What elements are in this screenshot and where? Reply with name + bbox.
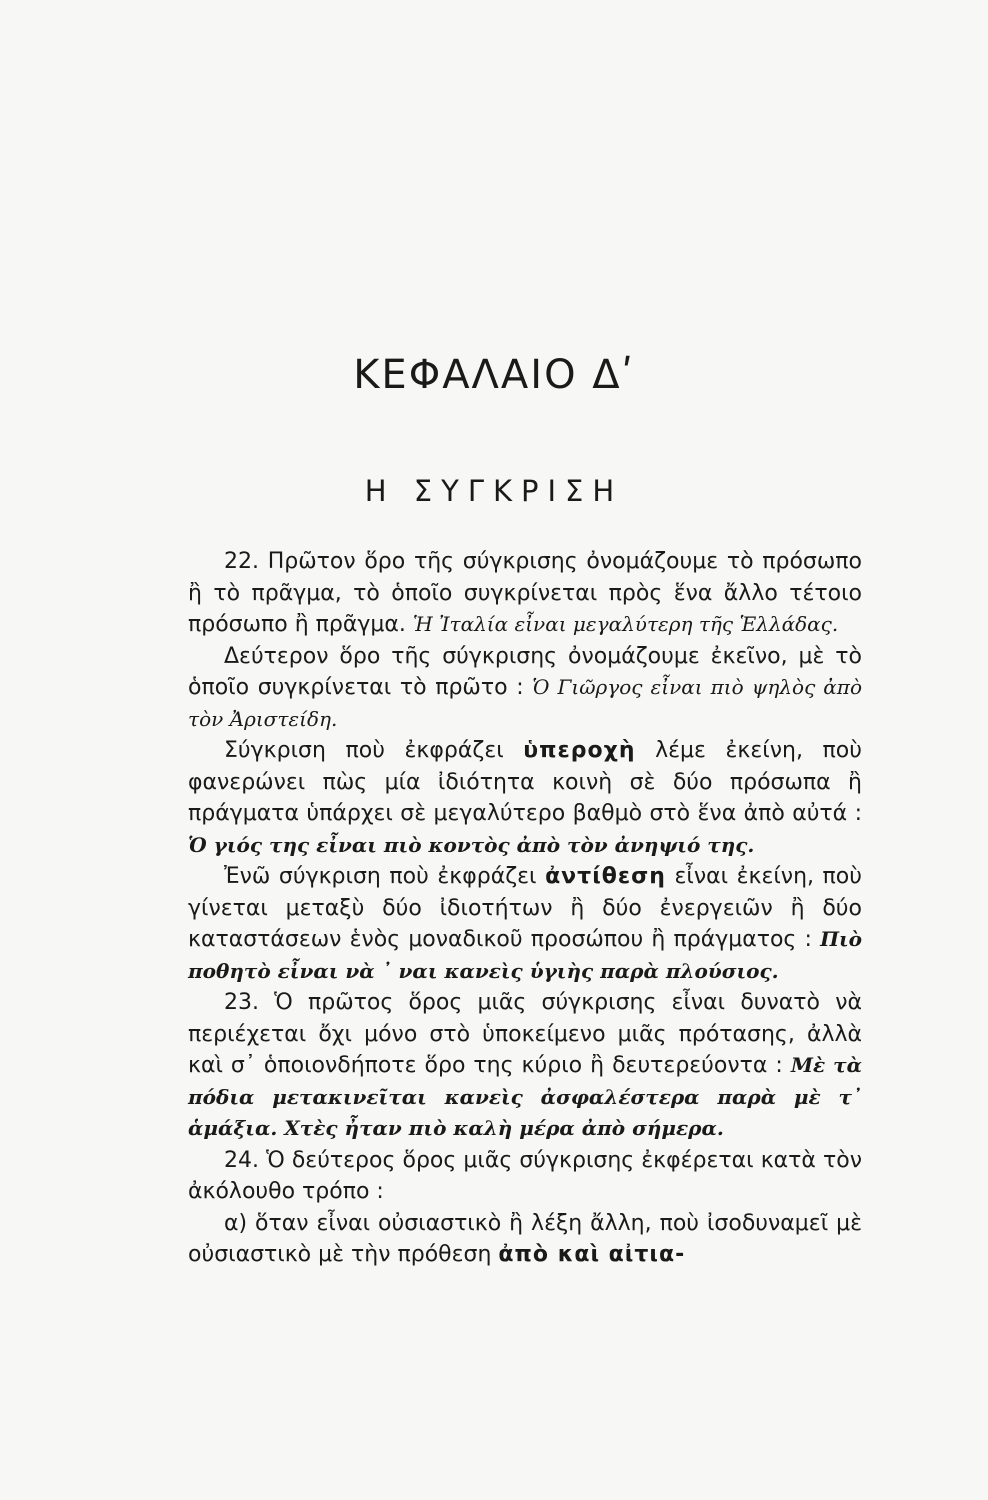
paragraph-text: α) ὅταν εἶναι οὐσιαστικὸ ἢ λέξη ἄλλη, ποὺ ἰσοδυναμεῖ μὲ οὐσιαστικὸ μὲ τὴν πρόθεση xyxy=(188,1210,862,1267)
example-sentence: Μὲ τὰ πόδια μετακινεῖται κανεὶς ἀσφαλέστερα παρὰ μὲ τ᾽ ἁμάξια. Χτὲς ἦταν πιὸ καλὴ μέρα ἀπὸ σήμερα. xyxy=(188,1053,863,1140)
paragraph-23 xyxy=(188,987,862,1145)
section-title: Η ΣΥΓΚΡΙΣΗ xyxy=(364,474,624,508)
example-sentence: Ὁ Γιῶργος εἶναι πιὸ ψηλὸς ἀπὸ τὸν Ἀριστείδη. xyxy=(188,675,862,731)
paragraph-second-term xyxy=(188,641,862,736)
paragraph-text: Σύγκριση ποὺ ἐκφράζει xyxy=(224,738,504,763)
example-sentence: Ἡ Ἰταλία εἶναι μεγαλύτερη τῆς Ἑλλάδας. xyxy=(412,612,839,636)
example-sentence: Πιὸ ποθητὸ εἶναι νὰ ᾽ ναι κανεὶς ὑγιὴς παρὰ πλούσιος. xyxy=(188,927,862,983)
paragraph-text: Δεύτερον ὅρο τῆς σύγκρισης ὀνομάζουμε ἐκεῖνο, μὲ τὸ ὁποῖο συγκρίνεται τὸ πρῶτο : xyxy=(188,643,862,700)
paragraph-antithesis xyxy=(188,861,862,987)
paragraph-text: 24. Ὁ δεύτερος ὅρος μιᾶς σύγκρισης ἐκφέρεται κατὰ τὸν ἀκόλουθο τρόπο : xyxy=(188,1147,862,1204)
paragraph-24 xyxy=(188,1145,862,1208)
term-bold: ἀντίθεση xyxy=(545,864,666,889)
paragraph-text: Ἐνῶ σύγκριση ποὺ ἐκφράζει xyxy=(224,864,537,889)
paragraph-text: 22. Πρῶτον ὅρο τῆς σύγκρισης ὀνομάζουμε τὸ πρόσωπο ἢ τὸ πρᾶγμα, τὸ ὁποῖο συγκρίνεται πρὸς ἕνα ἄλλο τέτοιο πρόσωπο ἢ πρᾶγμα. xyxy=(188,549,862,637)
chapter-title: ΚΕΦΑΛΑΙΟ Δʹ xyxy=(353,352,635,398)
paragraph-text: 23. Ὁ πρῶτος ὅρος μιᾶς σύγκρισης εἶναι δυνατὸ νὰ περιέχεται ὄχι μόνο στὸ ὑποκείμενο μιᾶς πρότασης, ἀλλὰ καὶ σ᾽ ὁποιονδήποτε ὅρο της κύριο ἢ δευτερεύοντα : xyxy=(188,990,862,1078)
term-bold: ὑπεροχὴ xyxy=(523,738,636,763)
paragraph-text: λέμε ἐκείνη, ποὺ φανερώνει πὼς μία ἰδιότητα κοινὴ σὲ δύο πρόσωπα ἢ πράγματα ὑπάρχει σὲ μεγαλύτερο βαθμὸ στὸ ἕνα ἀπὸ αὐτά : xyxy=(188,738,862,826)
term-bold: ἀπὸ καὶ αἰτια- xyxy=(498,1242,686,1267)
paragraph-24a xyxy=(188,1208,862,1271)
paragraph-text: εἶναι ἐκείνη, ποὺ γίνεται μεταξὺ δύο ἰδιοτήτων ἢ δύο ἐνεργειῶν ἢ δύο καταστάσεων ἑνὸς μοναδικοῦ προσώπου ἢ πράγματος : xyxy=(188,864,862,952)
body-text xyxy=(188,546,862,1271)
paragraph-22 xyxy=(188,546,862,641)
example-sentence: Ὁ γιός της εἶναι πιὸ κοντὸς ἀπὸ τὸν ἀνηψιό της. xyxy=(188,832,755,857)
paragraph-superiority xyxy=(188,735,862,861)
